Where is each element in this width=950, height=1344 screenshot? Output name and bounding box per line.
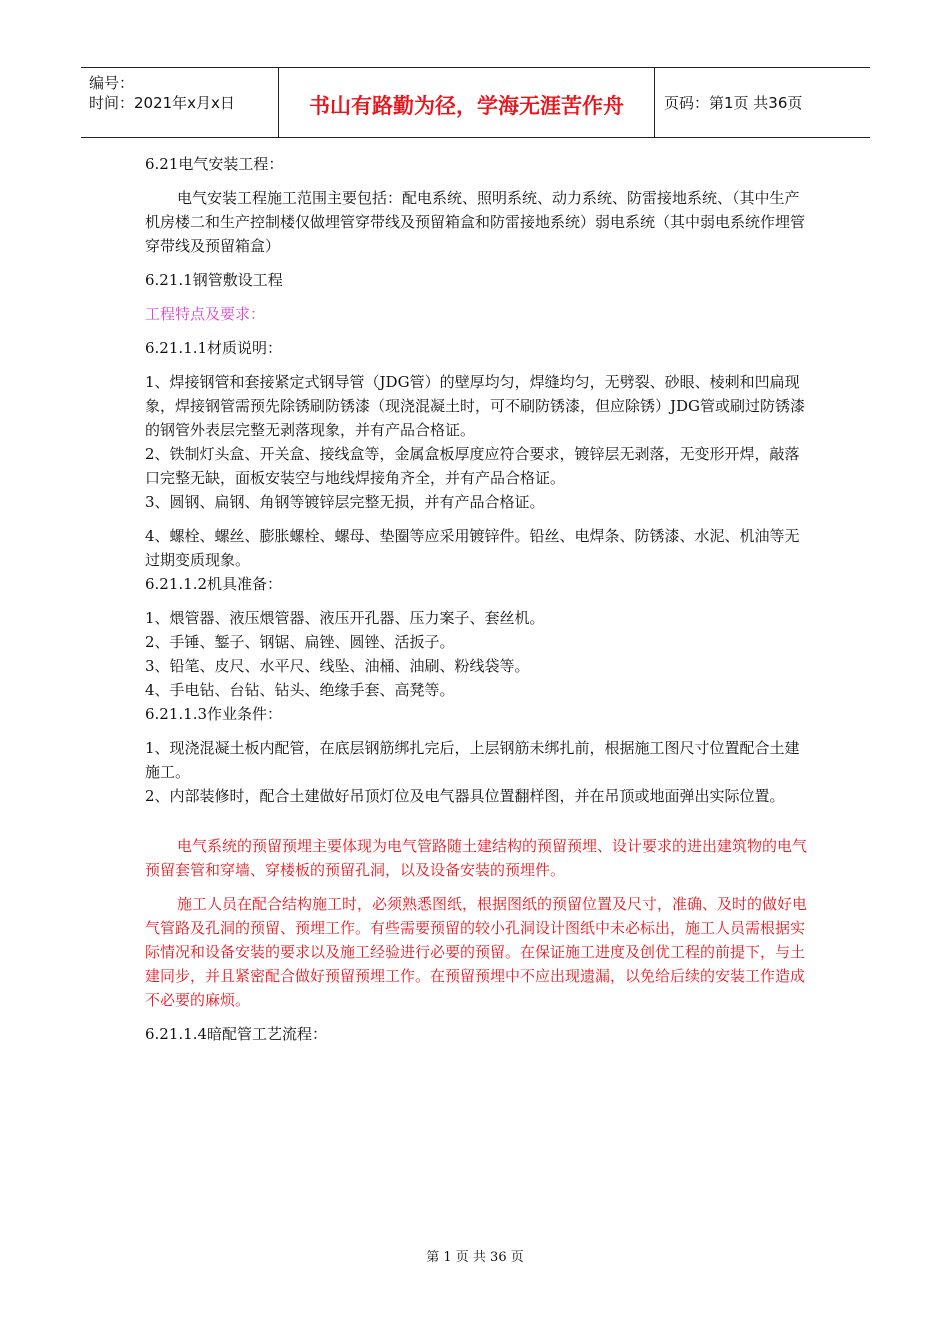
section-heading-6-21-1-1: 6.21.1.1材质说明： [145,339,283,357]
document-body [145,152,810,1046]
section-heading-6-21-1-2: 6.21.1.2机具准备： [145,575,283,593]
number-label: 编号： [89,74,135,92]
time-label: 时间：2021年x月x日 [89,94,235,112]
condition-item-1: 1、现浇混凝土板内配管，在底层钢筋绑扎完后，上层钢筋未绑扎前，根据施工图尺寸位置配合土建施工。 [145,739,800,781]
page-header [81,67,870,138]
header-motto: 书山有路勤为径，学海无涯苦作舟 [279,68,655,137]
material-item-4: 4、螺栓、螺丝、膨胀螺栓、螺母、垫圈等应采用镀锌件。铅丝、电焊条、防锈漆、水泥、机油等无过期变质现象。 [145,527,800,569]
material-item-2: 2、铁制灯头盒、开关盒、接线盒等，金属盒板厚度应符合要求，镀锌层无剥落，无变形开焊，敲落口完整无缺，面板安装空与地线焊接角齐全，并有产品合格证。 [145,445,800,487]
section-heading-6-21-1-4: 6.21.1.4暗配管工艺流程： [145,1025,328,1043]
page-footer: 第 1 页 共 36 页 [426,1250,524,1265]
condition-item-2: 2、内部装修时，配合土建做好吊顶灯位及电气器具位置翻样图，并在吊顶或地面弹出实际位置。 [145,787,785,805]
features-heading: 工程特点及要求： [145,305,266,323]
section-heading-6-21: 6.21电气安装工程： [145,155,284,173]
material-item-3: 3、圆钢、扁钢、角钢等镀锌层完整无损，并有产品合格证。 [145,493,545,511]
section-heading-6-21-1-3: 6.21.1.3作业条件： [145,705,283,723]
material-item-1: 1、焊接钢管和套接紧定式钢导管（JDG管）的壁厚均匀，焊缝均匀，无劈裂、砂眼、棱刺和凹扁现象，焊接钢管需预先除锈刷防锈漆（现浇混凝土时，可不刷防锈漆，但应除锈）JDG管或刷过防锈漆的钢管外表层完整无剥落现象，并有产品合格证。 [145,373,806,439]
tool-item-4: 4、手电钻、台钻、钻头、绝缘手套、高凳等。 [145,681,455,699]
tool-item-2: 2、手锤、錾子、钢锯、扁锉、圆锉、活扳子。 [145,633,455,651]
tool-item-1: 1、煨管器、液压煨管器、液压开孔器、压力案子、套丝机。 [145,609,545,627]
red-paragraph-2: 施工人员在配合结构施工时，必须熟悉图纸，根据图纸的预留位置及尺寸，准确、及时的做好电气管路及孔洞的预留、预埋工作。有些需要预留的较小孔洞设计图纸中未必标出，施工人员需根据实际情况和设备安装的要求以及施工经验进行必要的预留。在保证施工进度及创优工程的前提下，与土建同步，并且紧密配合做好预留预埋工作。在预留预埋中不应出现遗漏，以免给后续的安装工作造成不必要的麻烦。 [145,895,808,1009]
header-page-label: 页码：第1页 共36页 [664,94,803,112]
section-heading-6-21-1: 6.21.1钢管敷设工程 [145,271,283,289]
header-left-cell [81,68,279,137]
intro-paragraph: 电气安装工程施工范围主要包括：配电系统、照明系统、动力系统、防雷接地系统、（其中生产机房楼二和生产控制楼仅做埋管穿带线及预留箱盒和防雷接地系统）弱电系统（其中弱电系统作埋管穿带线及预留箱盒） [145,189,806,255]
tool-item-3: 3、铅笔、皮尺、水平尺、线坠、油桶、油刷、粉线袋等。 [145,657,530,675]
red-paragraph-1: 电气系统的预留预埋主要体现为电气管路随土建结构的预留预埋、设计要求的进出建筑物的电气预留套管和穿墙、穿楼板的预留孔洞，以及设备安装的预埋件。 [145,837,808,879]
